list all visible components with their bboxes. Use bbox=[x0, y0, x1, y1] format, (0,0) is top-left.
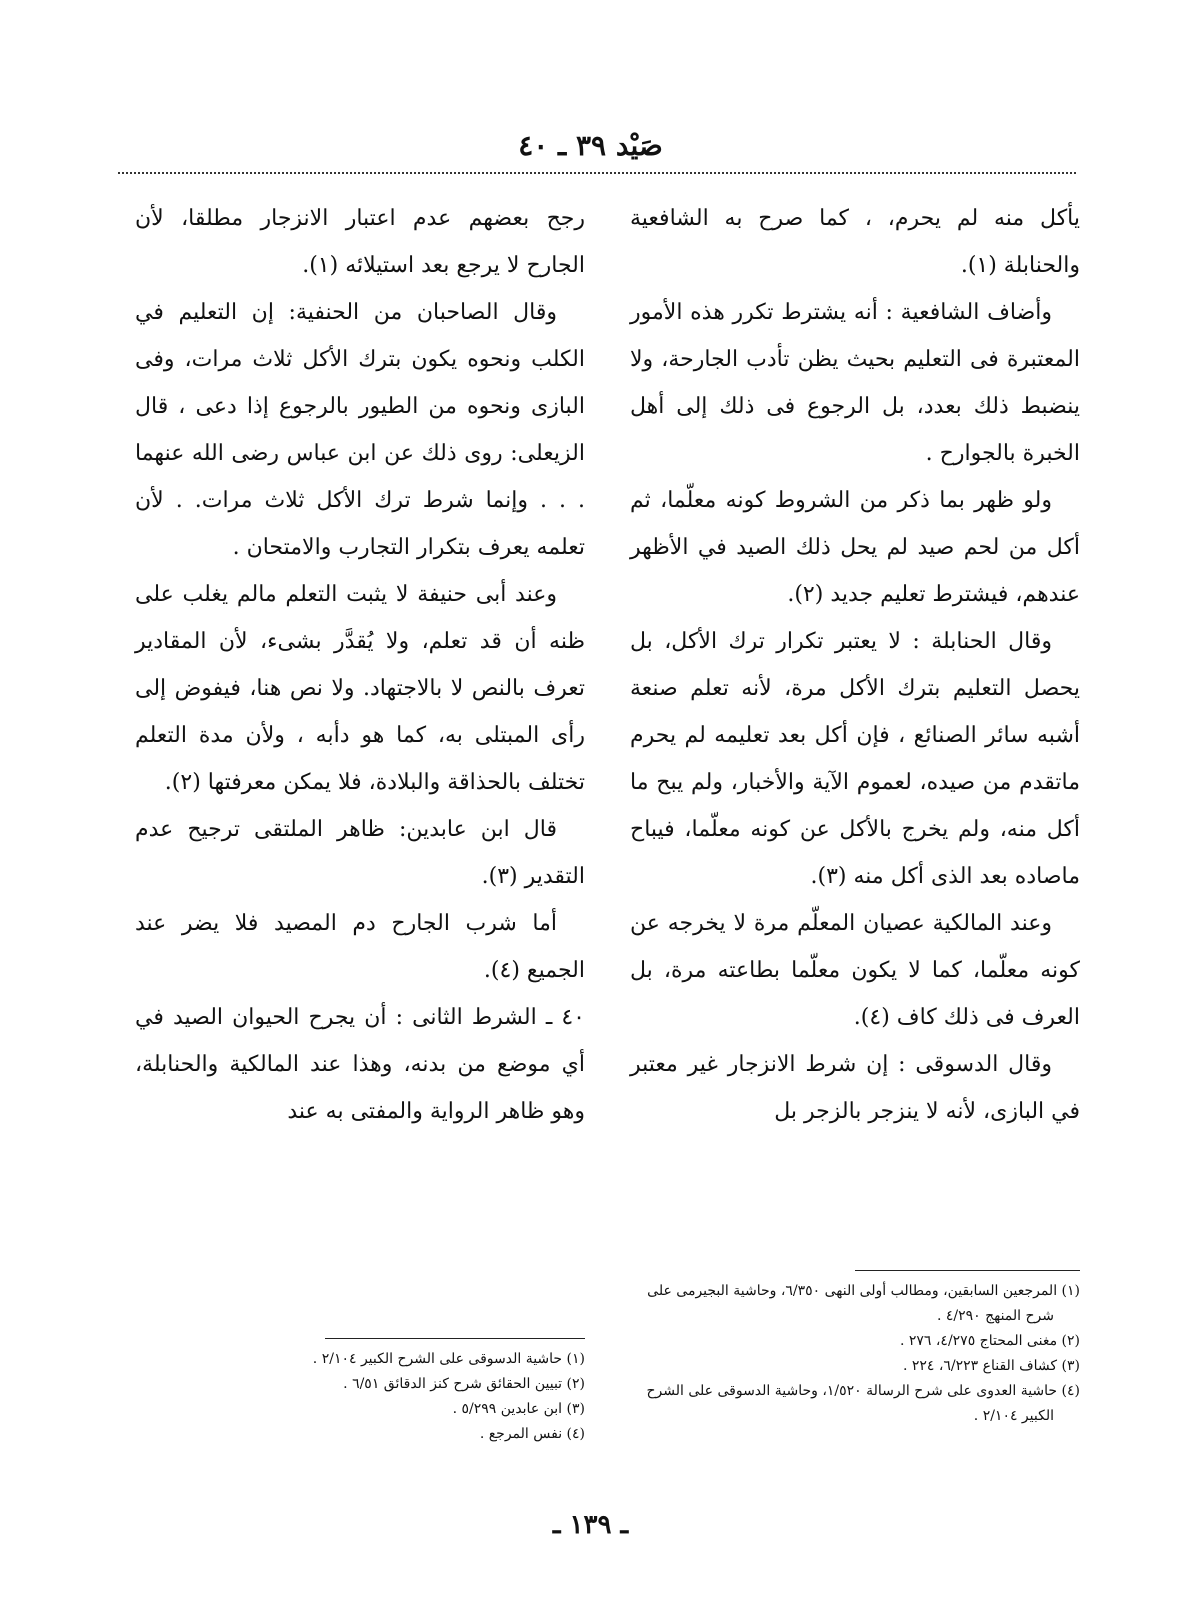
footnote: (٤) نفس المرجع . bbox=[479, 1426, 585, 1442]
section-heading-paragraph: ٤٠ ـ الشرط الثانى : أن يجرح الحيوان الصيد في أي موضع من بدنه، وهذا عند المالكية والحنابلة، وهو ظاهر الرواية والمفتى به عند bbox=[135, 1005, 585, 1124]
page-number: ـ ١٣٩ ـ bbox=[552, 1510, 629, 1540]
paragraph: وعند المالكية عصيان المعلّم مرة لا يخرجه عن كونه معلّما، كما لا يكون معلّما بطاعته مرة، بل العرف فى ذلك كاف (٤). bbox=[630, 911, 1080, 1030]
footnote-rule bbox=[325, 1338, 585, 1339]
footnote-rule bbox=[855, 1270, 1080, 1271]
paragraph: وقال الدسوقى : إن شرط الانزجار غير معتبر في البازى، لأنه لا ينزجر بالزجر بل bbox=[630, 1052, 1080, 1124]
paragraph: وأضاف الشافعية : أنه يشترط تكرر هذه الأمور المعتبرة فى التعليم بحيث يظن تأدب الجارحة، ولا ينضبط ذلك بعدد، بل الرجوع فى ذلك إلى أهل الخبرة بالجوارح . bbox=[630, 300, 1080, 466]
running-header: صَيْد ٣٩ ـ ٤٠ bbox=[518, 129, 663, 162]
footnote: (٣) كشاف القناع ٦/٢٢٣، ٢٢٤ . bbox=[902, 1358, 1080, 1374]
footnotes-right bbox=[640, 1270, 1080, 1429]
footnote: (٣) ابن عابدين ٥/٢٩٩ . bbox=[452, 1401, 585, 1417]
footnote: (١) حاشية الدسوقى على الشرح الكبير ٢/١٠٤ . bbox=[312, 1351, 585, 1367]
header-dotted-rule bbox=[118, 172, 1076, 174]
footnotes-left bbox=[270, 1338, 585, 1447]
paragraph: وقال الصاحبان من الحنفية: إن التعليم في الكلب ونحوه يكون بترك الأكل ثلاث مرات، وفى البازى ونحوه من الطيور بالرجوع إذا دعى ، قال الزيعلى: روى ذلك عن ابن عباس رضى الله عنهما . . . وإنما شرط ترك الأكل ثلاث مرات. . لأن تعلمه يعرف بتكرار التجارب والامتحان . bbox=[135, 300, 585, 560]
paragraph: أما شرب الجارح دم المصيد فلا يضر عند الجميع (٤). bbox=[135, 911, 585, 983]
paragraph: ولو ظهر بما ذكر من الشروط كونه معلّما، ثم أكل من لحم صيد لم يحل ذلك الصيد في الأظهر عندهم، فيشترط تعليم جديد (٢). bbox=[630, 488, 1080, 607]
footnote: (١) المرجعين السابقين، ومطالب أولى النهى ٦/٣٥٠، وحاشية البجيرمى على شرح المنهج ٤/٢٩٠ . bbox=[647, 1283, 1080, 1324]
footnote: (٢) تبيين الحقائق شرح كنز الدقائق ٦/٥١ . bbox=[343, 1376, 585, 1392]
footnote: (٢) مغنى المحتاج ٤/٢٧٥، ٢٧٦ . bbox=[899, 1333, 1080, 1349]
paragraph: وعند أبى حنيفة لا يثبت التعلم مالم يغلب على ظنه أن قد تعلم، ولا يُقدَّر بشىء، لأن المقادير تعرف بالنص لا بالاجتهاد. ولا نص هنا، فيفوض إلى رأى المبتلى به، كما هو دأبه ، ولأن مدة التعلم تختلف بالحذاقة والبلادة، فلا يمكن معرفتها (٢). bbox=[135, 582, 585, 795]
right-text-column bbox=[630, 195, 1080, 1135]
paragraph: رجح بعضهم عدم اعتبار الانزجار مطلقا، لأن الجارح لا يرجع بعد استيلائه (١). bbox=[135, 206, 585, 278]
footnote: (٤) حاشية العدوى على شرح الرسالة ١/٥٢٠، وحاشية الدسوقى على الشرح الكبير ٢/١٠٤ . bbox=[646, 1383, 1080, 1424]
paragraph: قال ابن عابدين: ظاهر الملتقى ترجيح عدم التقدير (٣). bbox=[135, 817, 585, 889]
paragraph: وقال الحنابلة : لا يعتبر تكرار ترك الأكل، بل يحصل التعليم بترك الأكل مرة، لأنه تعلم صنعة أشبه سائر الصنائع ، فإن أكل بعد تعليمه لم يحرم ماتقدم من صيده، لعموم الآية والأخبار، ولم يبح ما أكل منه، ولم يخرج بالأكل عن كونه معلّما، فيباح ماصاده بعد الذى أكل منه (٣). bbox=[630, 629, 1080, 889]
left-text-column bbox=[135, 195, 585, 1135]
paragraph: يأكل منه لم يحرم، ، كما صرح به الشافعية والحنابلة (١). bbox=[630, 206, 1080, 278]
